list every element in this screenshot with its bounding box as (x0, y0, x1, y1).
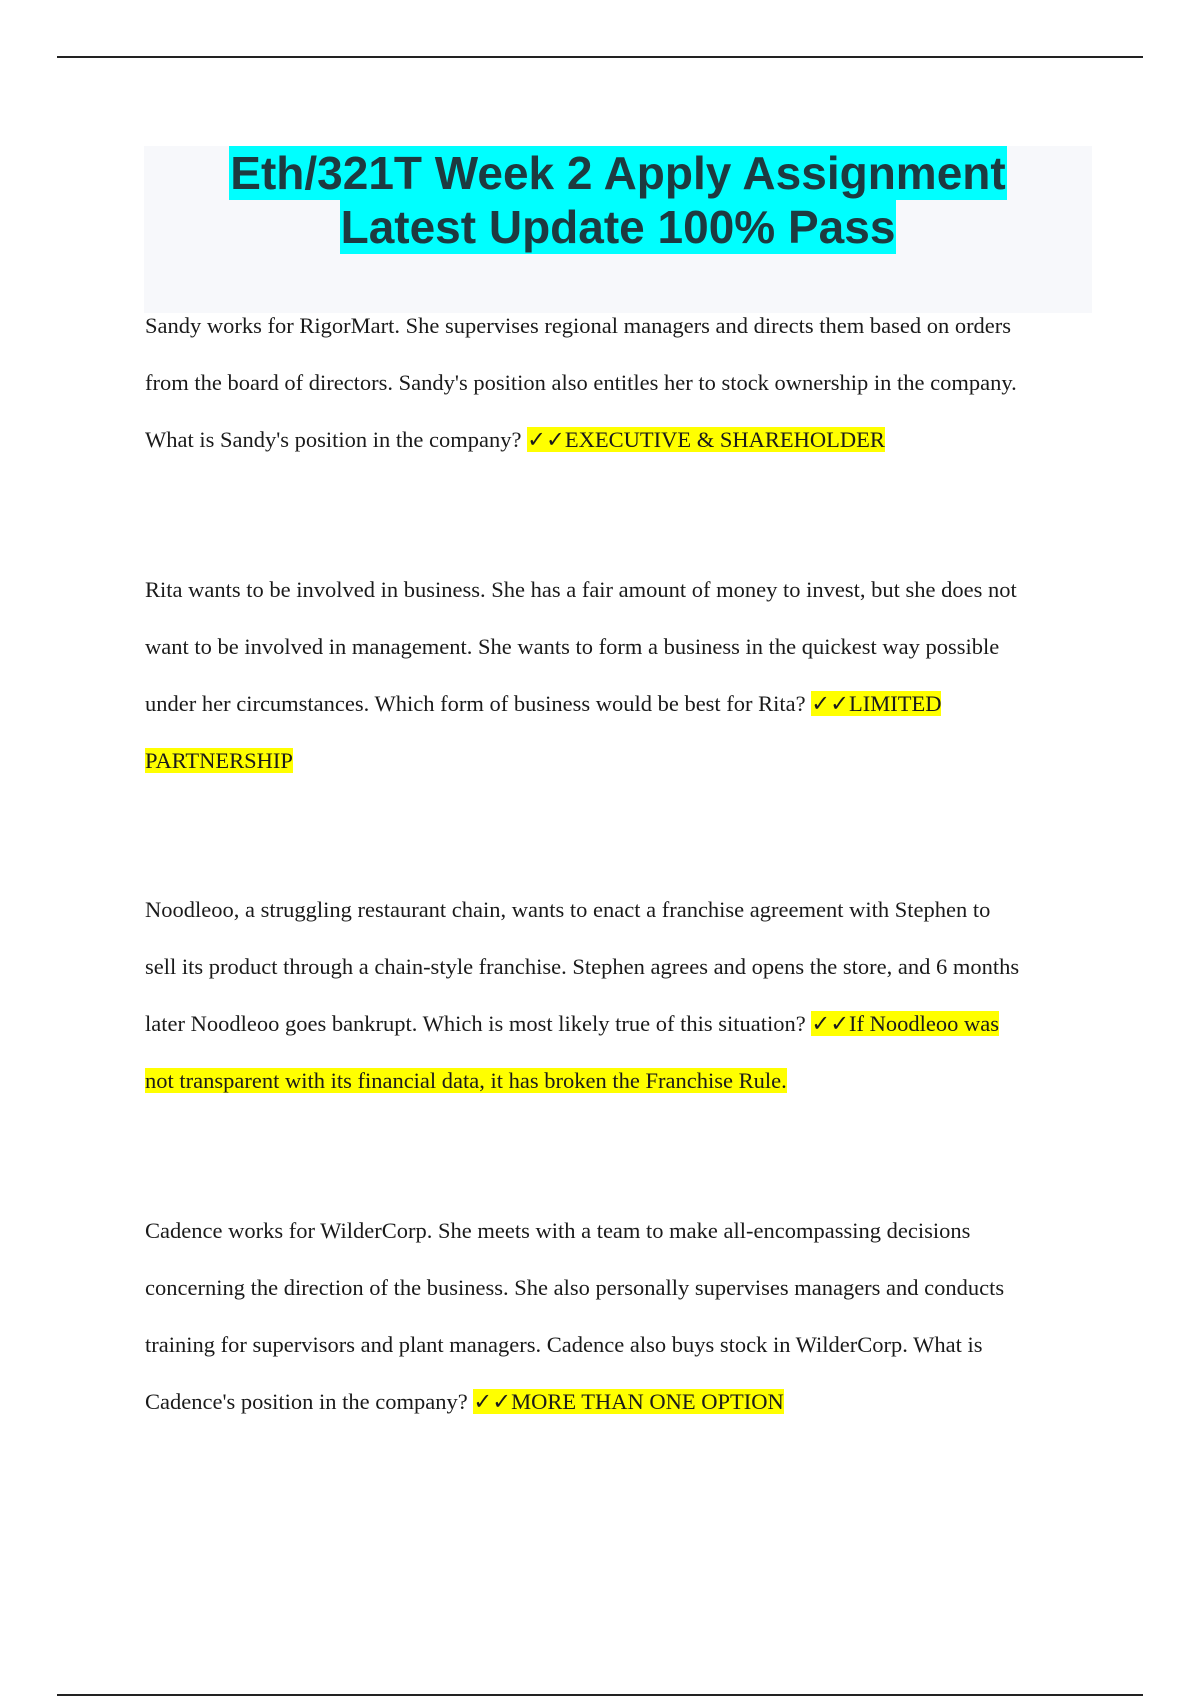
question-block-3 (145, 881, 1095, 1109)
document-title-line-2: Latest Update 100% Pass (340, 201, 896, 253)
question-line: concerning the direction of the business. She also personally supervises managers and conducts (145, 1275, 1005, 1300)
answer-highlight: ✓✓MORE THAN ONE OPTION (473, 1389, 784, 1414)
question-block-4 (145, 1202, 1095, 1430)
answer-highlight-cont: not transparent with its financial data, it has broken the Franchise Rule. (145, 1068, 787, 1093)
answer-highlight: ✓✓EXECUTIVE & SHAREHOLDER (527, 427, 885, 452)
question-line: sell its product through a chain-style franchise. Stephen agrees and opens the store, and 6 months (145, 954, 1020, 979)
question-line: Cadence works for WilderCorp. She meets with a team to make all-encompassing decisions (145, 1218, 971, 1243)
question-line: from the board of directors. Sandy's position also entitles her to stock ownership in the company. (145, 370, 1017, 395)
answer-highlight: ✓✓If Noodleoo was (811, 1011, 1000, 1036)
top-rule (57, 56, 1143, 58)
bottom-rule (57, 1694, 1143, 1696)
question-text: later Noodleoo goes bankrupt. Which is most likely true of this situation? (145, 1011, 812, 1036)
question-line: want to be involved in management. She wants to form a business in the quickest way possible (145, 634, 1000, 659)
document-title-line-1: Eth/321T Week 2 Apply Assignment (230, 147, 1006, 199)
question-line: training for supervisors and plant managers. Cadence also buys stock in WilderCorp. What is (145, 1332, 983, 1357)
title-block (144, 146, 1092, 313)
question-block-2 (145, 561, 1095, 789)
question-text: Cadence's position in the company? (145, 1389, 474, 1414)
question-line: Sandy works for RigorMart. She supervises regional managers and directs them based on orders (145, 313, 1012, 338)
question-line: Noodleoo, a struggling restaurant chain, wants to enact a franchise agreement with Stephen to (145, 897, 991, 922)
question-text: under her circumstances. Which form of business would be best for Rita? (145, 691, 812, 716)
question-line-last (145, 1373, 1095, 1430)
question-line-last (145, 995, 1095, 1052)
question-line-last (145, 675, 1095, 732)
answer-line (145, 732, 1095, 789)
question-line-last (145, 411, 1095, 468)
question-line: Rita wants to be involved in business. She has a fair amount of money to invest, but she does not (145, 577, 1017, 602)
question-text: What is Sandy's position in the company? (145, 427, 528, 452)
answer-highlight-cont: PARTNERSHIP (145, 748, 293, 773)
question-block-1 (145, 297, 1095, 468)
answer-line (145, 1052, 1095, 1109)
answer-highlight: ✓✓LIMITED (811, 691, 942, 716)
